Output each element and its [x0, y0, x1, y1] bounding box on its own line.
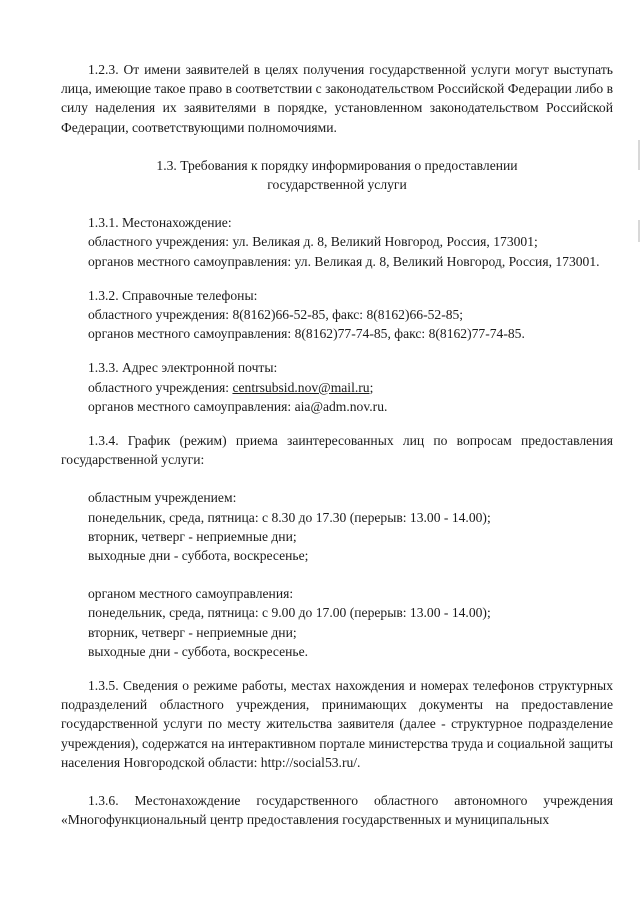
email-local: органов местного самоуправления: aia@adm.nov.ru.: [88, 398, 388, 414]
schedule-local-weekend: выходные дни - суббота, воскресенье.: [88, 643, 309, 659]
schedule-regional-weekend: выходные дни - суббота, воскресенье;: [88, 548, 309, 564]
paragraph-1-3-5: 1.3.5. Сведения о режиме работы, местах нахождения и номерах телефонов структурных подразделений областного учреждения, принимающих документы на предоставление государственной услуги по месту жительства заявителя (далее - структурное подразделение учреждения), содержатся на интерактивном портале министерства труда и социальной защиты населения Новгородской области: http://social53.ru/.: [61, 678, 613, 770]
schedule-title: 1.3.4. График (режим) приема заинтересованных лиц по вопросам предоставления государственной услуги:: [61, 433, 613, 468]
email-regional-label: областного учреждения:: [88, 379, 233, 395]
schedule-local-head: органом местного самоуправления:: [88, 586, 294, 602]
email-regional: [61, 378, 613, 397]
paragraph-1-2-3: 1.2.3. От имени заявителей в целях получения государственной услуги могут выступать лица, имеющие такое право в соответствии с законодательством Российской Федерации либо в силу наделения их заявителями в порядке, установленном законодательством Российской Федерации, соответствующими полномочиями.: [61, 62, 613, 135]
email-regional-suffix: ;: [369, 379, 374, 395]
schedule-local-closed: вторник, четверг - неприемные дни;: [88, 624, 297, 640]
schedule-regional-closed: вторник, четверг - неприемные дни;: [88, 528, 297, 544]
schedule-local-days: понедельник, среда, пятница: с 9.00 до 17.00 (перерыв: 13.00 - 14.00);: [88, 605, 491, 621]
phones-regional: областного учреждения: 8(8162)66-52-85, факс: 8(8162)66-52-85;: [88, 307, 464, 323]
schedule-regional-days: понедельник, среда, пятница: с 8.30 до 17.30 (перерыв: 13.00 - 14.00);: [88, 509, 491, 525]
schedule-regional-head: областным учреждением:: [88, 490, 237, 506]
email-regional-link[interactable]: centrsubsid.nov@mail.ru: [232, 379, 370, 395]
section-heading-1-3: 1.3. Требования к порядку информирования о предоставлении государственной услуги: [156, 157, 518, 193]
paragraph-1-3-6: 1.3.6. Местонахождение государственного областного автономного учреждения «Многофункциональный центр предоставления государственных и муниципальных: [61, 793, 613, 828]
location-title: 1.3.1. Местонахождение:: [88, 215, 232, 231]
location-local: органов местного самоуправления: ул. Великая д. 8, Великий Новгород, Россия, 173001.: [88, 253, 600, 269]
location-regional: областного учреждения: ул. Великая д. 8, Великий Новгород, Россия, 173001;: [88, 234, 538, 250]
phones-title: 1.3.2. Справочные телефоны:: [88, 287, 258, 303]
document-page: [61, 60, 613, 830]
phones-local: органов местного самоуправления: 8(8162)77-74-85, факс: 8(8162)77-74-85.: [88, 326, 525, 342]
email-title: 1.3.3. Адрес электронной почты:: [88, 360, 278, 376]
